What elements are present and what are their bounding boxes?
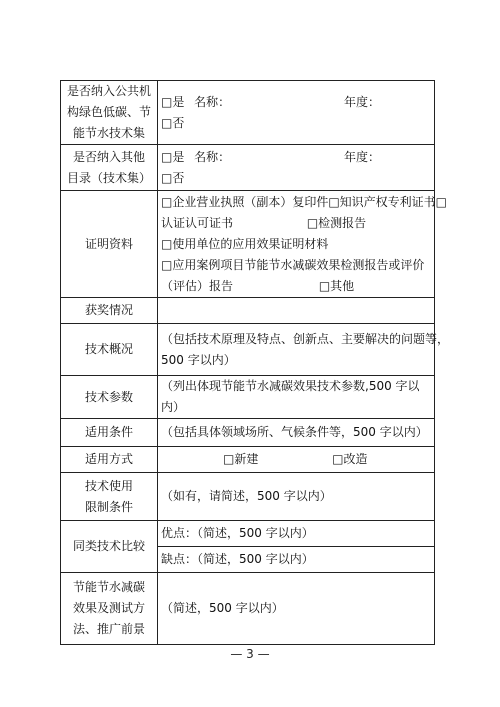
row-value[interactable]: （列出体现节能节水减碳效果技术参数,500 字以内） xyxy=(158,376,435,419)
row-value[interactable]: （包括技术原理及特点、创新点、主要解决的问题等， 500 字以内） xyxy=(158,324,435,376)
row-value[interactable]: （如有，请简述，500 字以内） xyxy=(158,473,435,521)
row-label: 节能节水减碳 效果及测试方 法、推广前景 xyxy=(61,573,158,645)
row-label: 适用条件 xyxy=(61,419,158,447)
row-value xyxy=(158,145,435,191)
application-form-table xyxy=(60,80,450,645)
row-value[interactable]: （包括具体领域场所、气候条件等，500 字以内） xyxy=(158,419,435,447)
row-proof-materials xyxy=(61,191,435,298)
checkbox-other[interactable]: □其他 xyxy=(318,278,355,293)
row-tech-overview xyxy=(61,324,435,376)
row-label: 是否纳入其他 目录（技术集） xyxy=(61,145,158,191)
row-label: 技术参数 xyxy=(61,376,158,419)
row-comparison-advantage xyxy=(61,521,435,547)
row-label: 同类技术比较 xyxy=(61,521,158,573)
checkbox-user-proof[interactable]: □使用单位的应用效果证明材料 xyxy=(161,236,329,251)
name-label: 名称： xyxy=(194,94,231,109)
row-label: 获奖情况 xyxy=(61,298,158,324)
row-value xyxy=(158,447,435,473)
name-label: 名称： xyxy=(194,149,231,164)
checkbox-no[interactable]: □否 xyxy=(161,115,185,130)
checkbox-test-report[interactable]: □检测报告 xyxy=(306,215,367,230)
checkbox-no[interactable]: □否 xyxy=(161,170,185,185)
row-usage-restrictions xyxy=(61,473,435,521)
row-value[interactable]: （简述，500 字以内） xyxy=(158,573,435,645)
row-label: 技术使用 限制条件 xyxy=(61,473,158,521)
row-value xyxy=(158,191,448,298)
page-number: — 3 — xyxy=(230,647,270,661)
checkbox-case-report[interactable]: □应用案例项目节能节水减碳效果检测报告或评价 xyxy=(161,257,425,272)
row-awards xyxy=(61,298,435,324)
year-label: 年度： xyxy=(344,94,381,109)
row-label: 适用方式 xyxy=(61,447,158,473)
row-value[interactable] xyxy=(158,298,435,324)
checkbox-yes[interactable]: □是 xyxy=(161,94,185,109)
disadvantage-field[interactable]: 缺点：（简述，500 字以内） xyxy=(158,547,435,573)
checkbox-new-build[interactable]: □新建 xyxy=(223,452,259,466)
advantage-field[interactable]: 优点：（简述，500 字以内） xyxy=(158,521,435,547)
checkbox-renovation[interactable]: □改造 xyxy=(332,452,368,466)
case-report-continued: （评估）报告 xyxy=(161,278,234,293)
year-label: 年度： xyxy=(344,149,381,164)
row-value xyxy=(158,81,435,145)
row-tech-parameters xyxy=(61,376,435,419)
certification-text: 认证认可证书 xyxy=(161,215,234,230)
checkbox-business-license[interactable]: □企业营业执照（副本）复印件□知识产权专利证书□ xyxy=(161,194,448,209)
row-label: 证明资料 xyxy=(61,191,158,298)
row-other-catalog xyxy=(61,145,435,191)
row-public-institution-catalog xyxy=(61,81,435,145)
row-applicable-conditions xyxy=(61,419,435,447)
row-effect-testing-outlook xyxy=(61,573,435,645)
checkbox-yes[interactable]: □是 xyxy=(161,149,185,164)
row-applicable-method xyxy=(61,447,435,473)
row-label: 技术概况 xyxy=(61,324,158,376)
row-label: 是否纳入公共机 构绿色低碳、节 能节水技术集 xyxy=(61,81,158,145)
